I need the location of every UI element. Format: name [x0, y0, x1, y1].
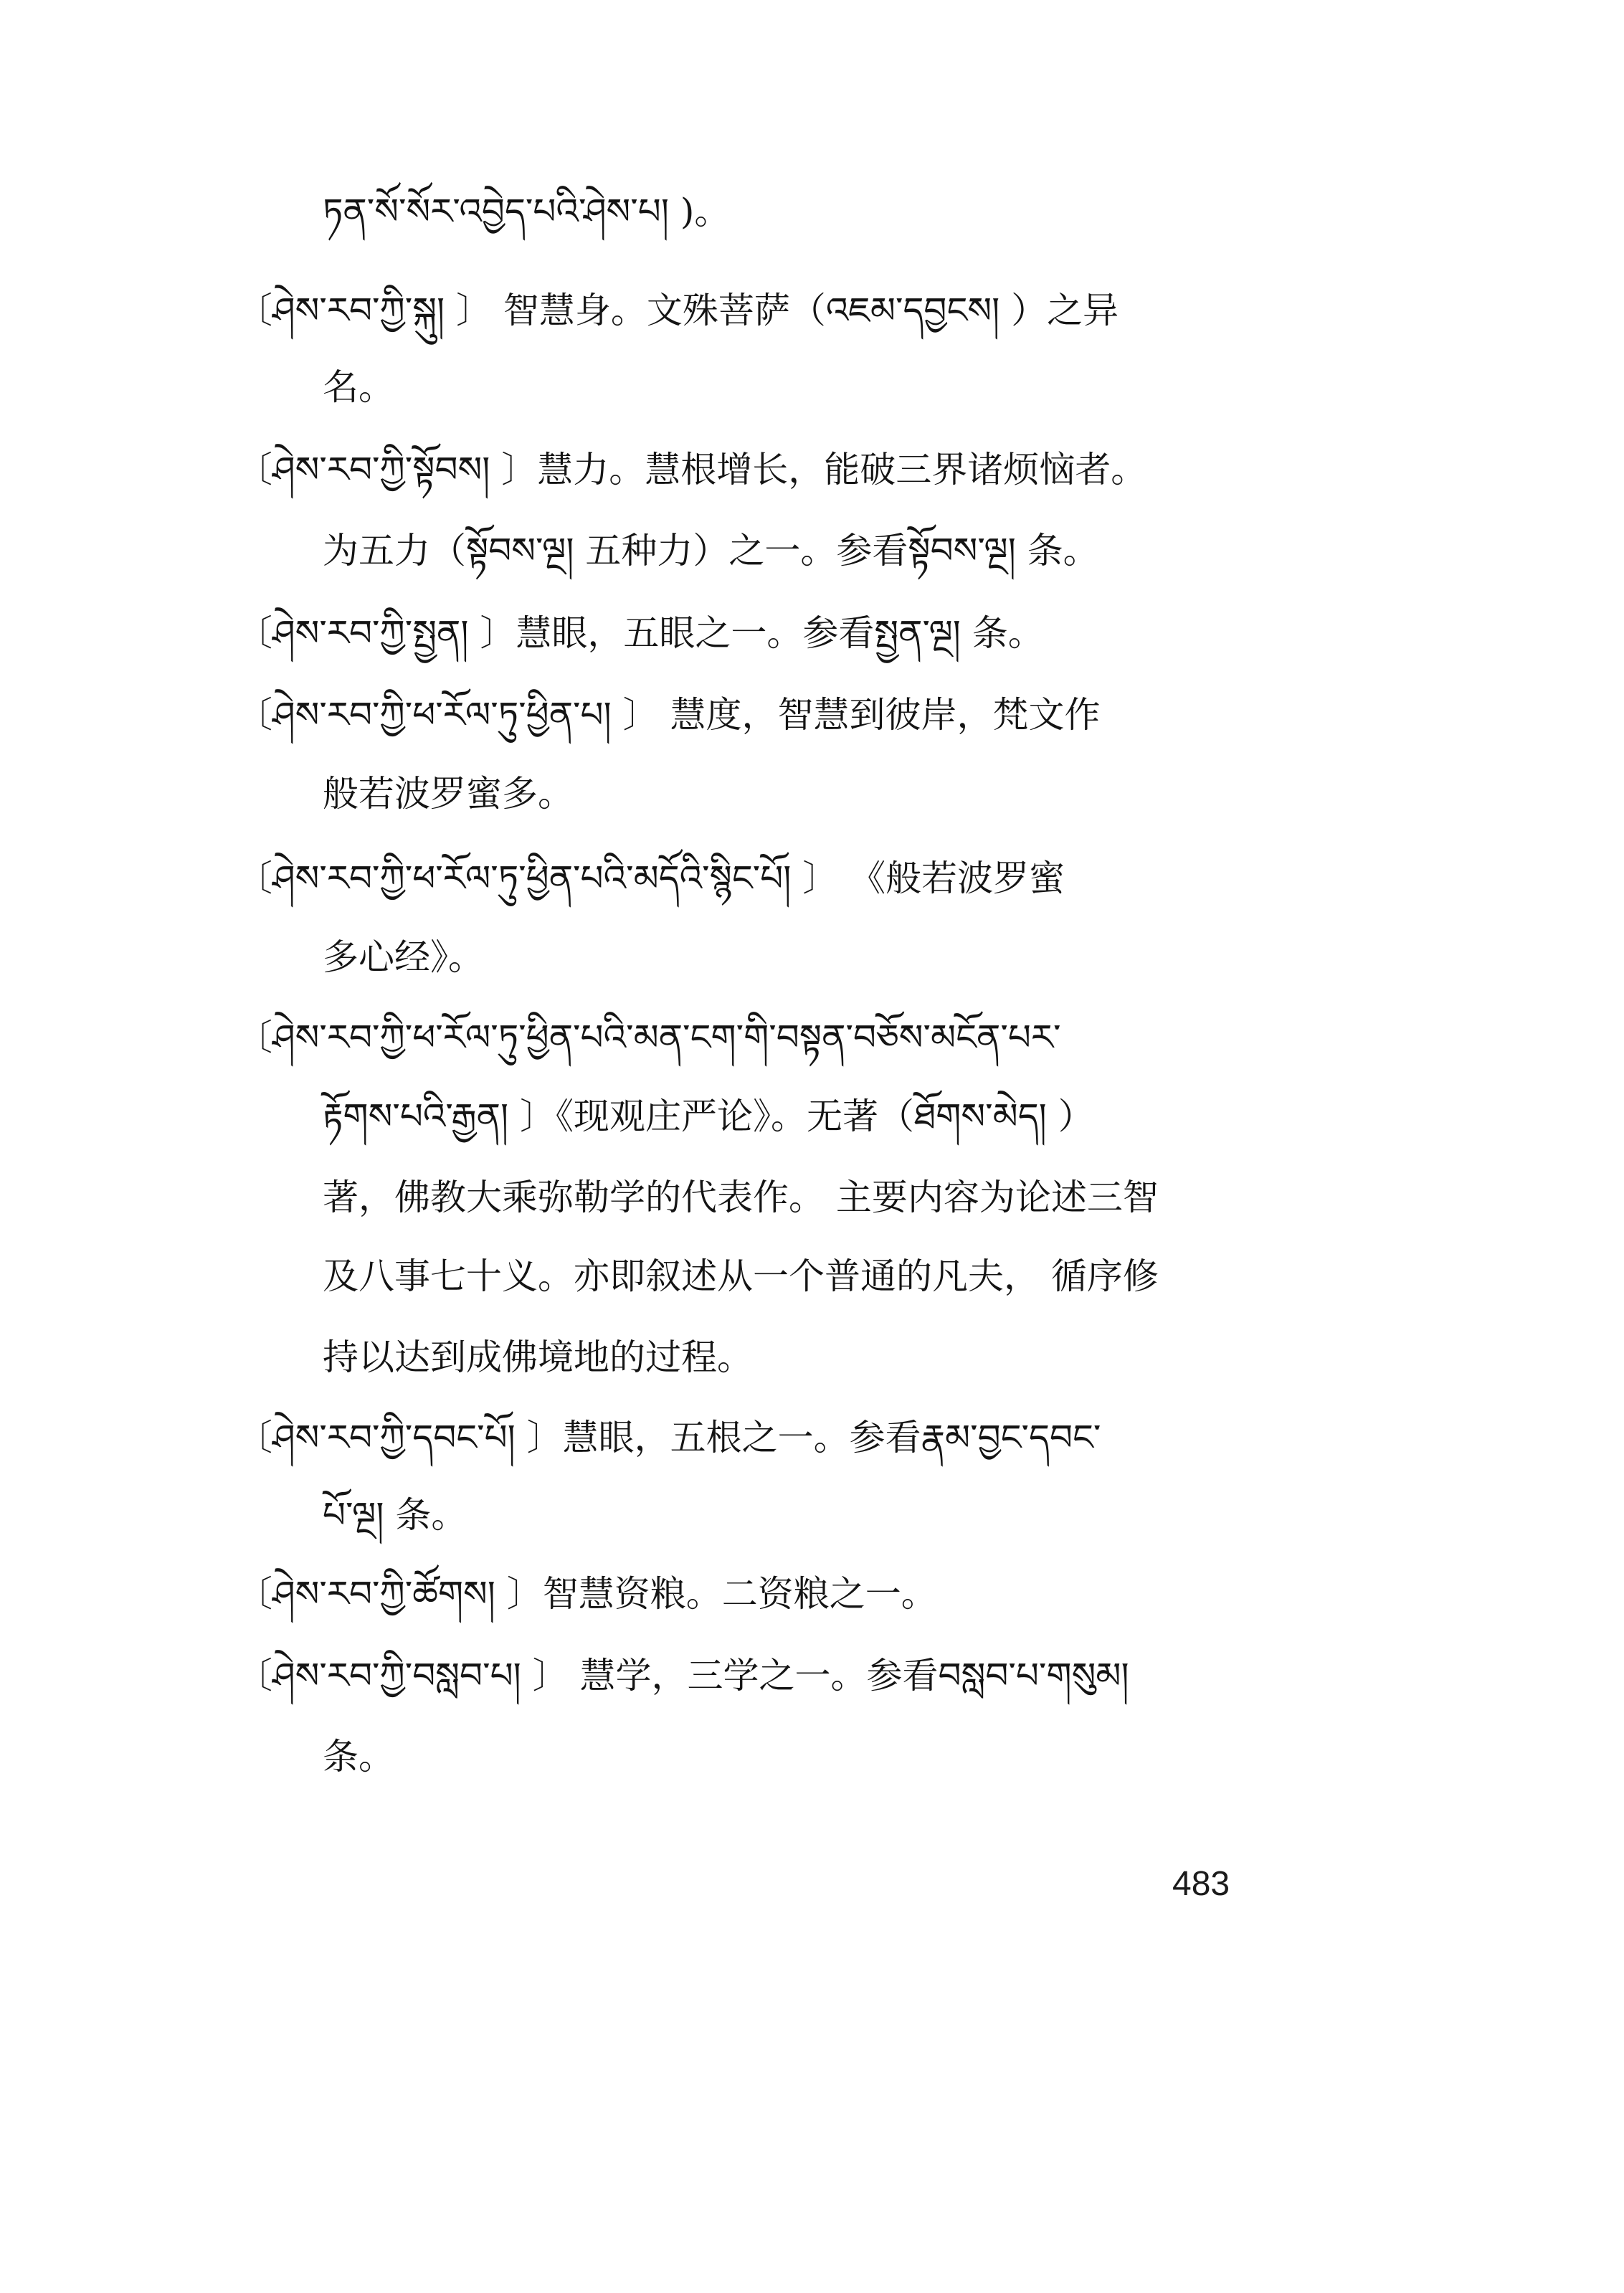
- dictionary-line-1: 〔ཤེས་རབ་ཀྱི་སྐུ། 〕 智慧身。文殊菩萨（འཇམ་དབྱངས། ）之异: [237, 290, 1119, 331]
- dictionary-line-9: 多心经》。: [323, 936, 484, 978]
- dictionary-line-0: ཏན་སོ་སོར་འབྱེད་པའི་ཤེས་པ། )。: [323, 191, 731, 232]
- dictionary-line-16: པོ་ལྔ། 条。: [323, 1494, 467, 1536]
- dictionary-line-12: 著，佛教大乘弥勒学的代表作。 主要内容为论述三智: [323, 1177, 1159, 1218]
- dictionary-line-5: 〔ཤེས་རབ་ཀྱི་སྤྱན། 〕慧眼，五眼之一。参看སྤྱན་ལྔ། 条。: [237, 612, 1044, 654]
- dictionary-line-18: 〔ཤེས་རབ་ཀྱི་བསླབ་པ། 〕 慧学，三学之一。参看བསླབ་པ་གསུམ།: [237, 1655, 1129, 1696]
- dictionary-line-17: 〔ཤེས་རབ་ཀྱི་ཚོགས། 〕智慧资粮。二资粮之一。: [237, 1573, 937, 1615]
- dictionary-line-4: 为五力（སྟོབས་ལྔ། 五种力）之一。参看སྟོབས་ལྔ། 条。: [323, 530, 1099, 571]
- dictionary-line-13: 及八事七十义。亦即叙述从一个普通的凡夫， 循序修: [323, 1255, 1159, 1297]
- dictionary-line-14: 持以达到成佛境地的过程。: [323, 1337, 753, 1378]
- dictionary-line-19: 条。: [323, 1736, 394, 1777]
- dictionary-line-10: 〔ཤེས་རབ་ཀྱི་ཕ་རོལ་ཏུ་ཕྱིན་པའི་མན་ངག་གི་བསྟན་བཅོས་མངོན་པར་: [237, 1017, 1061, 1058]
- dictionary-line-2: 名。: [323, 366, 394, 408]
- dictionary-line-15: 〔ཤེས་རབ་ཀྱི་དབང་པོ། 〕慧眼，五根之一。参看རྣམ་བྱང་དབང་: [237, 1417, 1101, 1458]
- dictionary-line-7: 般若波罗蜜多。: [323, 773, 574, 815]
- dictionary-line-6: 〔ཤེས་རབ་ཀྱི་ཕ་རོལ་ཏུ་ཕྱིན་པ། 〕 慧度，智慧到彼岸，梵文作: [237, 694, 1101, 736]
- page-number: 483: [1172, 1865, 1230, 1903]
- dictionary-line-3: 〔ཤེས་རབ་ཀྱི་སྟོབས། 〕慧力。慧根增长，能破三界诸烦恼者。: [237, 449, 1147, 490]
- dictionary-line-8: 〔ཤེས་རབ་ཀྱི་ཕ་རོལ་ཏུ་ཕྱིན་པའི་མདོའི་སྙིང་པོ། 〕 《般若波罗蜜: [237, 858, 1065, 899]
- dictionary-line-11: རྟོགས་པའི་རྒྱན། 〕《现观庄严论》。无著（ཐོགས་མེད། ）: [323, 1096, 1094, 1137]
